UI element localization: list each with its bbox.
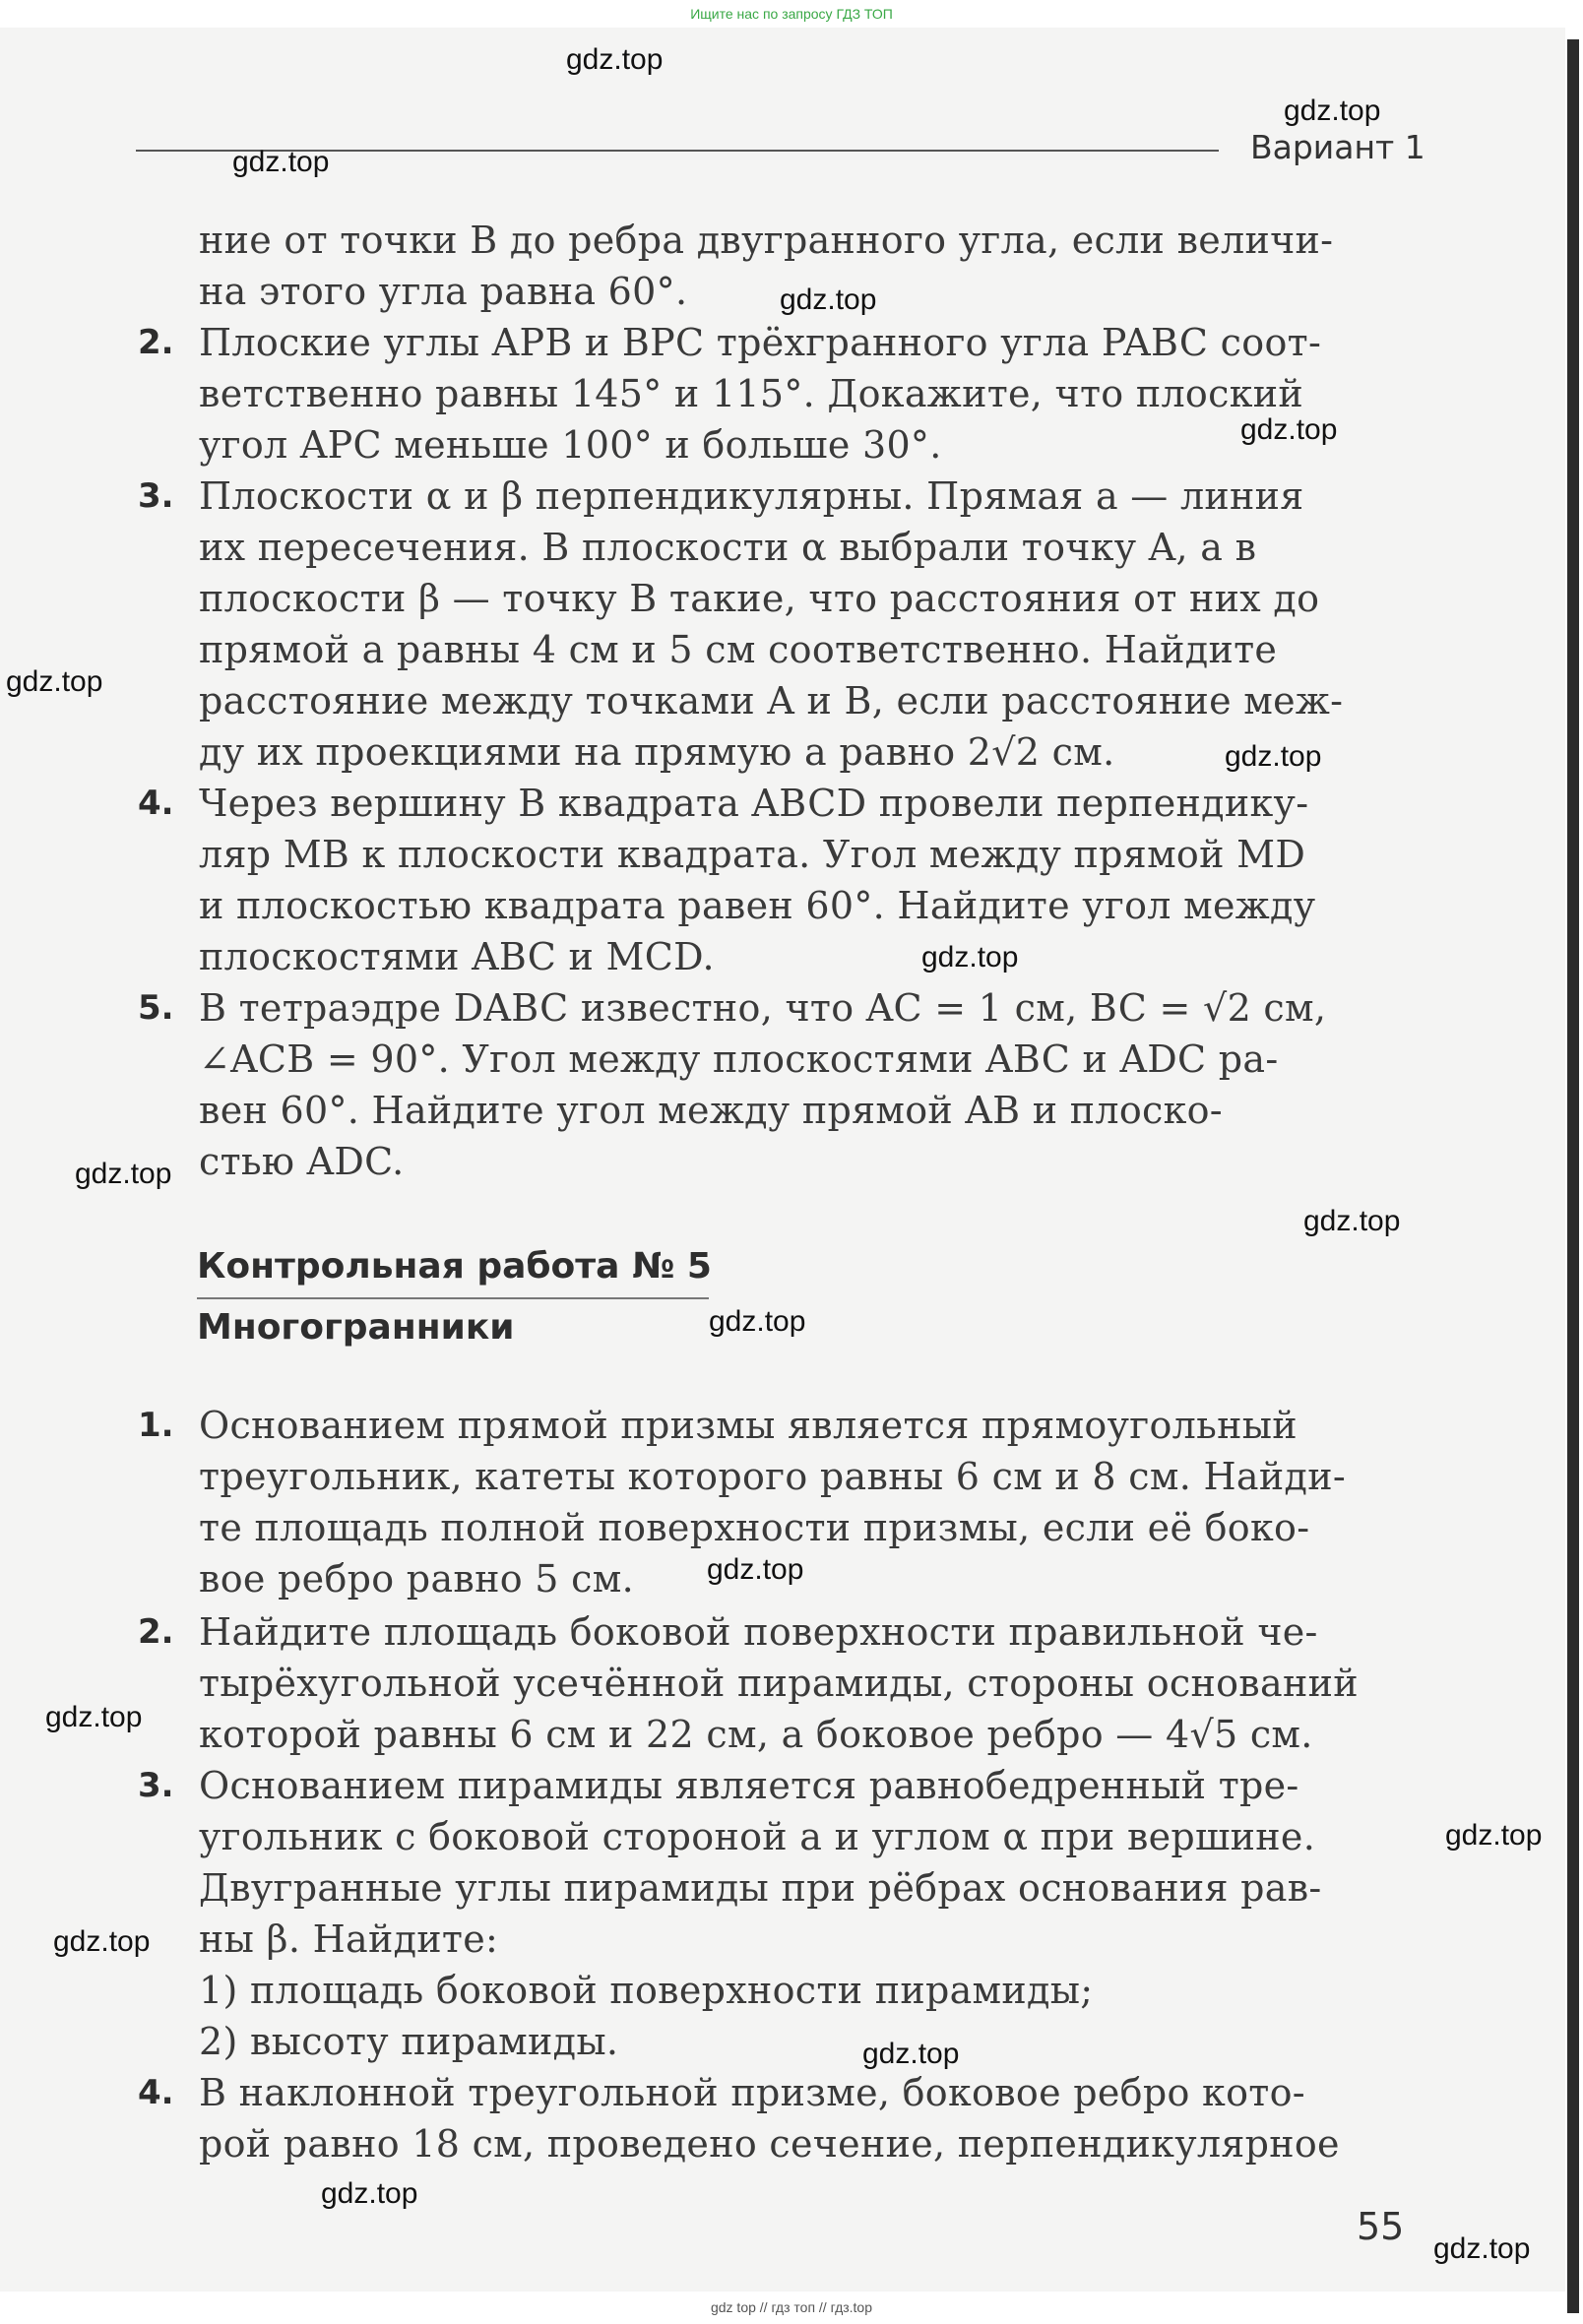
problem-number: 3.: [138, 476, 174, 516]
problem-line: прямой a равны 4 см и 5 см соответственно. Найдите: [199, 628, 1278, 671]
problem-line: ду их проекциями на прямую a равно 2√2 см.: [199, 730, 1115, 774]
problem-line: расстояние между точками A и B, если расстояние меж-: [199, 679, 1344, 722]
watermark: gdz.top: [321, 2177, 418, 2210]
problem-line: угол APC меньше 100° и больше 30°.: [199, 423, 942, 467]
watermark: gdz.top: [862, 2038, 960, 2070]
problem-line: Плоские углы APB и BPC трёхгранного угла PABC соот-: [199, 321, 1322, 364]
book-spine: [1567, 39, 1579, 2313]
problem-line: В наклонной треугольной призме, боковое ребро кото-: [199, 2071, 1305, 2114]
problem-subitem: 2) высоту пирамиды.: [199, 2020, 619, 2063]
problem-line: ∠ACB = 90°. Угол между плоскостями ABC и ADC ра-: [199, 1037, 1279, 1081]
problem-line: Двугранные углы пирамиды при рёбрах основания рав-: [199, 1866, 1322, 1910]
watermark: gdz.top: [1240, 413, 1338, 446]
section-title-rule: [197, 1297, 709, 1299]
problem-line: их пересечения. В плоскости α выбрали точку A, а в: [199, 526, 1257, 569]
problem-line: и плоскостью квадрата равен 60°. Найдите угол между: [199, 884, 1316, 927]
section-subtitle: Многогранники: [197, 1307, 515, 1348]
problem-subitem: 1) площадь боковой поверхности пирамиды;: [199, 1969, 1094, 2012]
problem-number: 2.: [138, 1612, 174, 1652]
watermark: gdz.top: [709, 1305, 806, 1338]
problem-line: Основанием пирамиды является равнобедренный тре-: [199, 1764, 1299, 1807]
problem-number: 3.: [138, 1766, 174, 1805]
section-title: Контрольная работа № 5: [197, 1246, 712, 1287]
watermark: gdz.top: [1433, 2232, 1531, 2265]
problem-line: ны β. Найдите:: [199, 1917, 499, 1961]
problem-number: 5.: [138, 988, 174, 1028]
problem-line: которой равны 6 см и 22 см, а боковое ребро — 4√5 см.: [199, 1713, 1313, 1756]
problem-line: плоскости β — точку B такие, что расстояния от них до: [199, 577, 1320, 620]
problem-number: 1.: [138, 1406, 174, 1445]
watermark: gdz.top: [1225, 740, 1322, 773]
watermark: gdz.top: [232, 146, 330, 178]
problem-number: 2.: [138, 323, 174, 362]
watermark: gdz.top: [707, 1553, 804, 1586]
problem-line: те площадь полной поверхности призмы, если её боко-: [199, 1506, 1310, 1549]
problem-line: Плоскости α и β перпендикулярны. Прямая a — линия: [199, 474, 1304, 518]
problem-line: стью ADC.: [199, 1140, 405, 1183]
problem-line: В тетраэдре DABC известно, что AC = 1 см, BC = √2 см,: [199, 986, 1327, 1030]
watermark: gdz.top: [53, 1925, 151, 1958]
problem-line: вое ребро равно 5 см.: [199, 1557, 634, 1601]
problem-line: Основанием прямой призмы является прямоугольный: [199, 1404, 1298, 1447]
watermark: gdz.top: [75, 1158, 172, 1190]
top-note: Ищите нас по запросу ГДЗ ТОП: [690, 6, 893, 22]
watermark: gdz.top: [921, 941, 1019, 974]
watermark: gdz.top: [1445, 1819, 1543, 1852]
problem-line: Через вершину B квадрата ABCD провели перпендику-: [199, 782, 1309, 825]
problem-line: треугольник, катеты которого равны 6 см и 8 см. Найди-: [199, 1455, 1346, 1498]
watermark: gdz.top: [1303, 1205, 1401, 1237]
watermark: gdz.top: [780, 283, 877, 316]
problem-line: ние от точки B до ребра двугранного угла, если величи-: [199, 219, 1334, 262]
problem-line: угольник с боковой стороной a и углом α при вершине.: [199, 1815, 1316, 1858]
bottom-note: gdz top // гдз топ // гдз.top: [710, 2299, 873, 2315]
problem-line: плоскостями ABC и MCD.: [199, 935, 715, 978]
problem-line: вен 60°. Найдите угол между прямой AB и плоско-: [199, 1089, 1223, 1132]
problem-line: Найдите площадь боковой поверхности правильной че-: [199, 1610, 1318, 1654]
watermark: gdz.top: [1284, 94, 1381, 127]
problem-line: рой равно 18 см, проведено сечение, перпендикулярное: [199, 2122, 1340, 2166]
problem-line: ветственно равны 145° и 115°. Докажите, что плоский: [199, 372, 1303, 415]
problem-line: ляр MB к плоскости квадрата. Угол между прямой MD: [199, 833, 1306, 876]
problem-line: тырёхугольной усечённой пирамиды, стороны оснований: [199, 1662, 1359, 1705]
variant-label: Вариант 1: [1250, 128, 1425, 166]
page-number: 55: [1357, 2205, 1405, 2248]
watermark: gdz.top: [566, 43, 664, 76]
watermark: gdz.top: [45, 1701, 143, 1733]
problem-number: 4.: [138, 784, 174, 823]
problem-number: 4.: [138, 2073, 174, 2112]
problem-line: на этого угла равна 60°.: [199, 270, 688, 313]
watermark: gdz.top: [6, 665, 103, 698]
